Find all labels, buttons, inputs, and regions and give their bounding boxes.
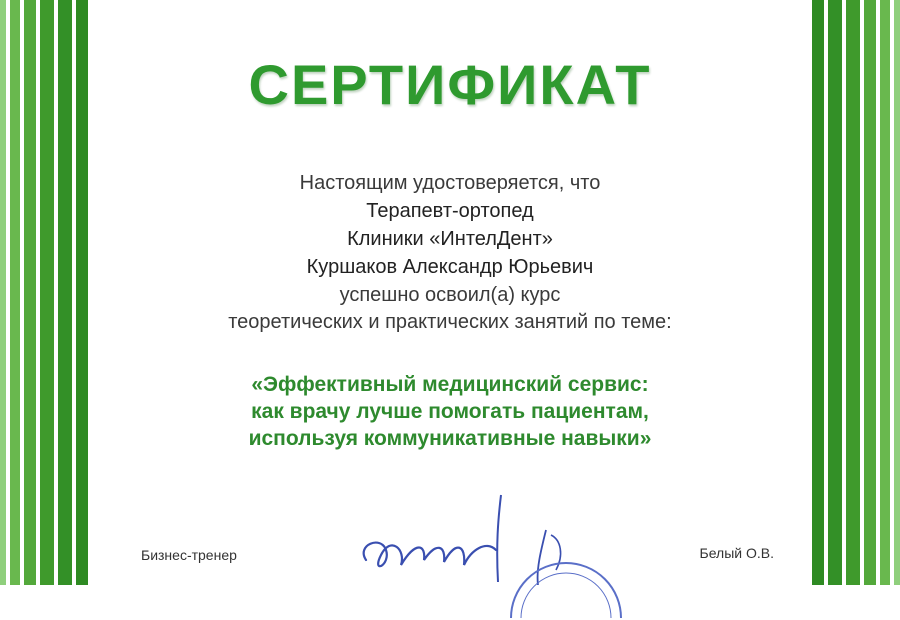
course-title-line-3: используя коммуникативные навыки»	[248, 427, 652, 450]
stamp-image	[506, 560, 626, 620]
topic-intro-line: теоретических и практических занятий по теме:	[228, 311, 672, 333]
course-title-line-2: как врачу лучше помогать пациентам,	[251, 400, 649, 423]
left-green-border	[0, 0, 96, 585]
certificate-body	[96, 0, 804, 585]
completion-line: успешно освоил(а) курс	[339, 284, 561, 306]
intro-line: Настоящим удостоверяется, что	[299, 172, 601, 194]
position-line: Терапевт-ортопед	[366, 200, 534, 222]
trainer-label: Бизнес-тренер	[141, 547, 237, 563]
recipient-name: Куршаков Александр Юрьевич	[306, 256, 594, 278]
certificate-title: СЕРТИФИКАТ	[248, 53, 652, 116]
course-title-line-1: «Эффективный медицинский сервис:	[251, 373, 649, 396]
clinic-line: Клиники «ИнтелДент»	[347, 228, 553, 250]
right-green-border	[804, 0, 900, 585]
trainer-name: Белый О.В.	[699, 545, 774, 561]
